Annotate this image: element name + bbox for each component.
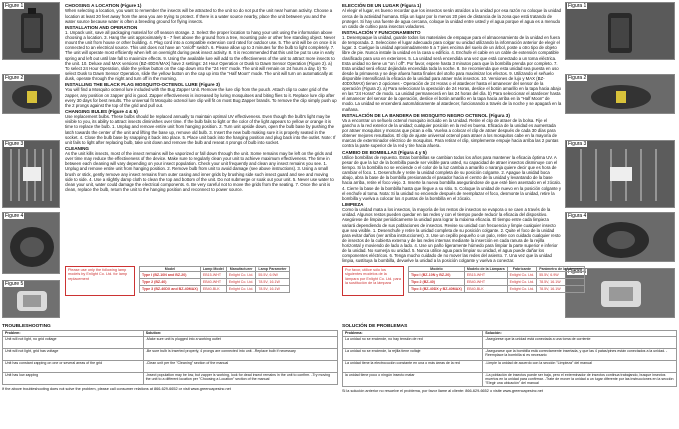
problem-cell: La unidad tiene la electrocución constante en una o más áreas de la red [343,361,483,373]
section-body: 1. Desempaque la unidad, guarde todos los materiales de empaque para el almacenamiento de la unidad en fuera de temporada. 2. Seleccione el lugar adecuado para colgar su unidad utilizando la información anterior de elegir el lugar. 3. Cuelgue la unidad aproximadamente 5 a 7 pies encima del suelo de un árbol, poste u otro tipo de objeto libre de pie. Nunca instale la unidad en la casa u edificio. 4. Enchufe el cable en un cable de extensión compatible clasificado para uso en exteriores. 5. La unidad será encendida una vez que está conectado a un toma eléctrica. Esta unidad no tiene un "on / off". Por favor, espere hasta 3 minutos para que la bombilla prenda por completo. 7. Esta unidad será eficaz dejándola encendida toda la noche. 8. Se recomienda que esta unidad sea puesta en uso desde la primavera y se deje afuera hasta finales del otoño para maximizar los efectos. 9. Utilizando el señuelo disponible intensificará la eficacia de la unidad para atraer más insectos. 10. Versiones de lujo y MAX (BZ-40DX/MAX) tienen 2 opciones - Operación de 24 Horas o el atardecer hasta el amanecer del sensor de la operación (Figura 2). a) Para seleccionar la operación de 24 Horas, deslice el botón amarillo en la tapa hacia abajo en las "24 Horas" de modo. La unidad permanecerá en las 24 horas del día. b) Para seleccionar el atardecer hasta el amanecer del sensor de la operación, deslice el botón amarillo en la tapa hacia arriba en la "Half Moon" de modo. La unidad se encenderá automáticamente al atardecer, funcionando a través de la noche y se apagará en la mañana. [342,35,562,112]
table-cell: 78.5V, 16.1W [537,279,585,286]
figure-label: Figura 5 [568,269,587,275]
section-title: INSTALACIÓN DE LA BANDERA DE MOSQUITO NEGRO OCTENOL (Figura 3) [342,112,510,118]
lamp-table [139,266,290,293]
section-body: When selecting a location, you want to remember the insects will be attracted to the unit so do not put the unit near human activity. Choose a location at least 20 feet away from the area you are trying to protect. If there is a water source nearby, place the unit between you and the water source because water is often a breeding ground for flying insects. [65,8,333,24]
table-cell: Type 3 (BZ-40DX and BZ-40MAX) [140,286,201,293]
lamp-note: Por favor, utilice sólo los siguientes modelos de la lámpara por Enlight Co. Ltd. para la sustitución de la lámpara [342,266,404,296]
problem-cell: la unidad tiene poco o ningún insecto matar [343,373,483,387]
table-header: Problema: [343,331,483,337]
table-row [409,272,585,279]
table-cell: Type I (BZ-10N and BZ-20) [140,272,201,279]
solution-cell: -Asegúrese que la unidad está conectada a una toma de corriente [483,337,677,349]
lure-grid-icon [566,141,675,208]
section-body: You will find a Mosquito octenol lure included with the Bug Zapper Unit. Remove the lure clip from the pouch. Attach clip to outer grid of the zapper, any position on zapper grid is good. Zapper effectiveness is increased by luring mosquitoes and biting flies to it. Replace lure clip after every 30 days for best results. The universal fit Mosquito octenol lure clip will fit on most Bug Zapper brands. To remove the clip simply push up the 2 prongs against the top of the grid and pull out. [65,87,337,108]
troubleshooting-title: TROUBLESHOOTING [2,324,51,329]
section-body: Va a encontrar un señuelo octenol mosquito incluido en la Unidad. Retire el clip de atraer de la bolsa. Fije el gancho a la red exterior de la unidad; cualquier posición en la red es buena. Eficacia de la unidad es aumentada por atraer mosquitos y moscas que pican a ella. Vuelva a colocar el clip de atraer después de cada 30 días para obtener mejores resultados. El clip de ajuste universal octenol para atraer a los mosquitos cabe en la mayoría de marcas de exterminador eléctrico de mosquitos. Para retirar el clip, simplemente empuje hacia arriba las 2 puntas contra la parte superior de la red y tire hacia afuera. [342,118,559,149]
table-row [140,279,290,286]
section-body: Use replacement bulbs. These bulbs should be replaced annually to maintain optimal UV effectiveness. Even though the bulb's light may be visible to you, its ability to attract insects diminishes over time. If the bulb fails to light or the color of the light appears to yellow or orange it is time to replace the bulb. 1. Unplug and remove entire unit from hanging position. 2. Turn unit upside down, open the bulb base by pushing the latch towards the center of the unit and lifting the base up, remove old bulb. 3. Insert the new bulb making sure it is properly seated in the socket. 4. Close the bulb base by snapping it back into place. 5. Place unit back into the hanging position and plug back into the outlet. Note: If unit fails to light after replacing bulb, take unit down and remove the bulb and reseat 4 prongs of bulb into socket. [65,114,336,145]
table-header: Modelo de la Lámpara [464,267,507,272]
solution-cell: -Asegurarse que la bombilla está correctamente insertada, y que las 4 patas/pines están conectados a la unidad. -Reemplace la bombilla si es necesario [483,349,677,361]
table-row [140,272,290,279]
troubleshooting-table [342,330,677,387]
bulb-base-icon [566,213,675,262]
solution-cell: -Limpie la unidad de acuerdo con la sección "Limpieza" del manual [483,361,677,373]
section-title: ELECCIÓN DE UN LUGAR (Figura 1) [342,3,422,8]
table-header: Model [140,267,201,272]
table-cell: Enlight Co. Ltd. [507,286,537,293]
section-body: As the unit kills insects, most of the insect remains will be vaporized or fall down through the unit. Some remains may be left on the grids and over time may reduce the effectiveness of the device. Make sure to regularly clean your unit to achieve maximum effectiveness. The time in between each cleaning will vary depending on your insect population. Check your unit frequently and clean any insect remains you see. 1. Unplug and remove entire unit from hanging position. 2. Remove bulb from unit to avoid damage (see above instructions). 3. Using a small brush or stick, gently remove any insect remains from outer casing and inner grids by brushing side such insect guard and see and moving side to side. 4. Use a slightly damp cloth to clean the top and bottom of the unit. Do not submerge or soak out your unit. 5. Never use water to clean your unit, water could damage the electrical components. 6. Be very careful not to move the grids from the seating. 7. Once the unit is clean, replace the bulb, return the unit to the hanging position and reconnect to power source. [65,151,334,192]
section-body: Como la unidad mata a los insectos, la mayoría de los restos de insectos se evapora o se caen a través de la unidad. Algunos restos pueden quedar en las redes y con el tiempo puede reducir la eficacia del dispositivo. Asegúrese de limpiar periódicamente la unidad para lograr la máxima eficacia. El tiempo entre cada limpieza variará dependiendo de sus poblaciones de insectos. Revise su unidad con frecuencia y limpie cualquier insecto que sea visible. 1. Desenchufe y retire la unidad completa de su posición colgante. 2. Quite el foco de la unidad para evitar daños (ver arriba instrucciones). 3. Use un cepillo pequeño o un palo, retire con cuidado cualquier resto de insectos de la cubierta externa y de las redes internas mediante la inserción en cada ranura de la rejilla horizontal y moviendo de lado a lado. 4. Use un paño ligeramente húmedo para limpiar la parte superior e inferior de la unidad. No sumerja su unidad. 5. Nunca utilice agua para limpiar su unidad, el agua puede dañar los componentes eléctricos. 6. Tenga mucho cuidado de no mover las redes del asiento. 7. Una vez que la unidad limpia, sustituya la bombilla, devuelve la unidad a la posición colgante y vuelva a conectar. [342,207,561,264]
figure-3 [565,140,675,208]
problem-cell: Unit has constant zapping on one or several areas of the grid [3,361,144,373]
figure-label: Figura 1 [568,3,587,9]
problem-cell: Unit has low zapping [3,373,144,385]
table-header: Problem: [3,331,144,337]
table-cell: 55.5V, 6.9W [256,272,289,279]
table-header: Fabricante [507,267,537,272]
table-row [140,286,290,293]
figure-label: Figure 4 [5,213,24,219]
figure-label: Figura 4 [568,213,587,219]
troubleshooting-table [2,330,338,385]
table-cell: EB40-WHT [200,279,226,286]
section-title: LIMPIEZA [342,201,364,207]
table-row [409,279,585,286]
table-header: Manufacturer [226,267,256,272]
table-row [343,337,677,349]
table-cell: Tipo 2 (BZ-40) [409,279,465,286]
lamp-note: Please use only the following lamp models by Enlight Co. Ltd. for lamp replacement [65,266,135,296]
table-row [3,361,338,373]
table-row [3,373,338,385]
table-header: Lamp Model [200,267,226,272]
section-title: CLEANING [65,145,89,151]
figure-4 [565,212,675,262]
solution-cell: -La población de insectos puede ser baja, pero el exterminador de insectos continua trabajando, busque insectos muertos en la unidad para confirmar. -Trate de mover la unidad a un lugar diferente por las instrucciones en la sección "Elegir una ubicación" del manual [483,373,677,387]
table-cell: Enlight Co. Ltd. [226,286,256,293]
lure-grid-icon [3,141,60,208]
section-title: CAMBIO DE BOMBILLAS (Figura 4 y 5) [342,149,427,155]
section-title: CHANGING BULBS (Figure 4 & 5) [65,108,138,114]
section-title: INSTALLATION AND OPERATION [65,24,138,30]
table-cell: Tipo I (BZ-10N y BZ-20) [409,272,465,279]
figure-1 [2,2,60,60]
problem-cell: Unit will not light, grid has voltage [3,349,144,361]
solution-cell: -Be sure bulb is inserted properly, 4 prongs are connected into unit. -Replace bulb if necessary [143,349,337,361]
solution-cell: -Clean unit per the "Cleaning" section of the manual [143,361,337,373]
instructions-text [65,2,337,192]
bulb-base-icon [3,213,60,274]
figure-label: Figure 1 [5,3,24,9]
figure-3 [2,140,60,208]
table-cell: Tipo 3 (BZ-40DX y BZ-40MAX) [409,286,465,293]
bug-zapper-icon [3,3,60,60]
lamp-models [65,266,337,302]
support-footnote: Si la solución anterior no resuelve el problema, por favor llame al cliente: 866-629-6652 o visite www.greencapesinc.net [342,388,543,393]
figure-label: Figura 2 [568,75,587,81]
problem-cell: Unit will not light, no grid voltage [3,337,144,349]
troubleshooting [2,324,338,392]
table-cell: EB40-BLK [200,286,226,293]
figure-5 [2,280,60,318]
figure-2 [2,74,60,114]
problem-cell: La unidad no se enciende, no hay tensión de red [343,337,483,349]
figure-4 [2,212,60,274]
table-row [343,373,677,387]
table-cell: 78.5V, 16.1W [256,286,289,293]
table-row [343,361,677,373]
table-cell: Type 2 (BZ-40) [140,279,201,286]
table-cell: EB40-WHT [464,279,507,286]
table-row [3,337,338,349]
section-body: Al elegir el lugar, es bueno recordar que los insectos serán atraídos a la unidad por esa razón no coloque la unidad cerca de la actividad humana. Elija un lugar por lo menos 20 pies de distancia de la zona que está tratando de proteger. Si hay una fuente de agua cercana, coloque la unidad entre usted y el agua porque el agua es a menudo un caldo de cultivo para insectos voladores. [342,8,562,29]
table-row [409,286,585,293]
instructions-text [342,2,562,263]
section-title: INSTALACIÓN Y FUNCIONAMIENTO [342,29,421,35]
bug-zapper-icon [566,3,675,60]
table-header: Modelo [409,267,465,272]
figure-2 [565,74,675,114]
table-header: Lamp Parameter [256,267,289,272]
table-cell: 78.5V, 16.1W [256,279,289,286]
table-cell: EB15-WHT [200,272,226,279]
lamp-table [408,266,585,293]
troubleshooting [342,324,677,394]
figure-label: Figura 3 [568,141,587,147]
table-cell: Enlight Co. Ltd. [507,272,537,279]
table-header: Parámetro de la Lámpara [537,267,585,272]
figure-label: Figure 2 [5,75,24,81]
troubleshooting-title: SOLUCIÓN DE PROBLEMAS [342,324,408,329]
figure-label: Figure 5 [5,281,24,287]
table-cell: Enlight Co. Ltd. [507,279,537,286]
table-row [343,349,677,361]
figure-label: Figure 3 [5,141,24,147]
table-cell: 78.5V, 16.1W [537,286,585,293]
table-cell: EB40-BLK [464,286,507,293]
table-header: Solución: [483,331,677,337]
table-cell: 55.5V, 6.9W [537,272,585,279]
table-header: Solution: [143,331,337,337]
section-title: CHOOSING A LOCATION (Figure 1) [65,3,142,8]
table-cell: EB15-WHT [464,272,507,279]
solution-cell: -Insect population may be low, but zapper is working, look for dead insect remains in the unit to confirm. -Try moving the unit to a different location per "Choosing a Location" section of the manual [143,373,337,385]
support-footnote: If the above troubleshooting does not solve the problem, please call consumer relations at 866-629-6652 or visit www.greencapesinc.net [2,387,231,391]
table-row [3,349,338,361]
section-body: Utilice bombillas de repuesto. Estas bombillas se cambian todos los años para mantener la eficacia óptima UV. A pesar de que la luz de la bombilla puede ser visible para usted, su capacidad de atraer insectos disminuye con el tiempo. Si la bombilla no se enciende o el color de la luz cambia a amarillo o naranja quiere decir que es hora de cambiar el foco. 1. Desenchufe y retire la unidad completa de su posición colgante. 2. Apague la unidad boca abajo, abra la base de la bombilla presionando el pasador hacia el centro de la unidad y levantando de la base hacia arriba, retire el foco viejo. 3. Inserte la nueva bombilla asegurándose de que esté bien asentado en el zócalo. 4. Cierre la base de la bombilla hasta que llegue a su sitio. 5. Coloque la unidad de nuevo en la posición colgante y el enchufe al toma. Nota: Si la unidad no enciende después de reemplazar el foco, desmonte la unidad, retire la bombilla y vuelva a colocar los 4 puntas de la bombilla en el zócalo. [342,154,562,201]
section-body: 1. Unpack unit, save all packaging material for off season storage. 2. Select the proper location to hang your unit using the information above choosing a location. 3. Hang the unit approximately 5 - 7 feet above the ground from a tree, mounting pole or other free standing object. Never mount the unit from house or other building. 4. Plug cord into a compatible extension cord rated for outdoor use. 5. The unit will be on once it is connected to an electrical source. This unit does not have an "on/off" switch. 6. Please allow up to 3 minutes for the bulb to light completely. 7. The unit will operate most efficiently when left on overnight during peak insect activity. 8. It is recommended that this unit be put to use in early spring and left out until late fall to maximize effects. 9. Using the available lure will add to the effectiveness of the unit to attract more insects to the unit. 10. Deluxe and MAX versions (BZ-40DX/MAX) have 2 settings: 24 Hour Operation or Dusk to Dawn Sensor Operation (Figure 2). a) To select 24 Hour Operation, slide the yellow button on the cap down into the "24 Hrs" mode. The unit will remain on 24 hours a day. b) To select Dusk to Dawn Sensor Operation, slide the yellow button on the cap up into the "Half Moon" mode. The unit will turn on automatically at dusk, operate through the night and turn off in the morning. [65,30,337,81]
section-title: INSTALLING THE BLACK FLAG MOSQUITO-OCTENOL LURE (Figure 3) [65,82,220,88]
solution-cell: -Make sure unit is plugged into a working outlet [143,337,337,349]
table-cell: Enlight Co. Ltd. [226,279,256,286]
figure-1 [565,2,675,60]
problem-cell: La unidad no se enciende, la rejilla tiene voltaje [343,349,483,361]
table-cell: Enlight Co. Ltd. [226,272,256,279]
